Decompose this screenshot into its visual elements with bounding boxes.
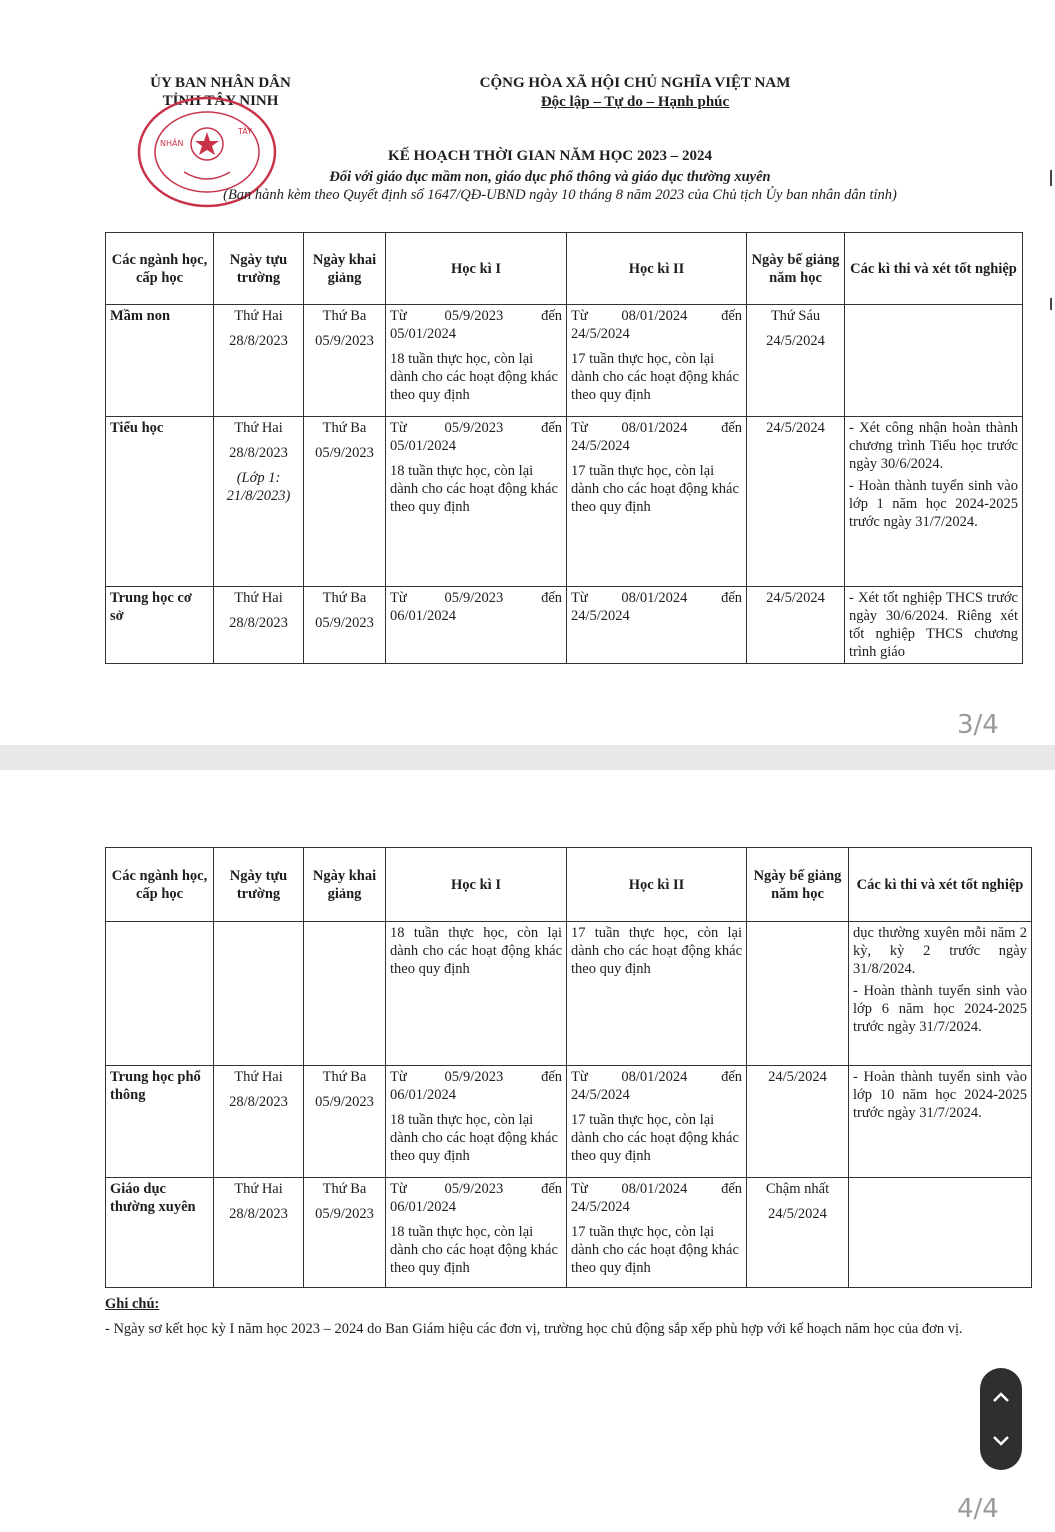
col-start: Ngày tựu trường: [214, 848, 304, 922]
sem1-cell: Từ 05/9/2023 đến 06/01/2024 18 tuần thực học, còn lại dành cho các hoạt động khác theo quy định: [386, 1066, 567, 1178]
page-indicator-3: 3/4: [957, 710, 999, 740]
motto: Độc lập – Tự do – Hạnh phúc: [540, 94, 730, 110]
sem1-cell: Từ 05/9/2023 đến 06/01/2024: [386, 587, 567, 664]
svg-text:NHÂN: NHÂN: [160, 139, 184, 148]
table-row: Tiểu học Thứ Hai 28/8/2023 (Lớp 1: 21/8/2023) Thứ Ba 05/9/2023 Từ 05/9/2023 đến 05/01/2024 18 tuần thực học, còn lại dành cho các hoạt động khác theo quy định Từ 08/01/2024 đến 24/5/2024 17 tuần thực học, còn lại dành cho các hoạt động khác theo quy định 24/5/2024 - Xét công nhận hoàn thành chương trình Tiểu học trước ngày 30/6/2024. - Hoàn thành tuyển sinh vào lớp 1 năm học 2024-2025 trước ngày 31/7/2024.: [106, 417, 1023, 587]
level-cell: Giáo dục thường xuyên: [106, 1178, 214, 1288]
edge-mark: [1050, 298, 1052, 310]
sem1-cell: Từ 05/9/2023 đến 05/01/2024 18 tuần thực học, còn lại dành cho các hoạt động khác theo quy định: [386, 417, 567, 587]
col-level: Các ngành học, cấp học: [106, 848, 214, 922]
page-indicator-4: 4/4: [957, 1494, 999, 1524]
sem2-cell: Từ 08/01/2024 đến 24/5/2024 17 tuần thực học, còn lại dành cho các hoạt động khác theo quy định: [567, 1178, 747, 1288]
table-row: [106, 922, 1032, 1066]
document-subtitle: Đối với giáo dục mầm non, giáo dục phổ thông và giáo dục thường xuyên: [329, 169, 771, 185]
exams-cell: dục thường xuyên mỗi năm 2 kỳ, kỳ 2 trước ngày 31/8/2024. - Hoàn thành tuyển sinh vào lớp 6 năm học 2024-2025 trước ngày 31/7/2024.: [849, 922, 1032, 1066]
document-page-3: [0, 0, 1055, 745]
exams-cell: - Xét công nhận hoàn thành chương trình Tiểu học trước ngày 30/6/2024. - Hoàn thành tuyển sinh vào lớp 1 năm học 2024-2025 trước ngày 31/7/2024.: [845, 417, 1023, 587]
issuer-line1: ỦY BAN NHÂN DÂN: [150, 75, 291, 91]
table-row: Trung học cơ sở Thứ Hai 28/8/2023 Thứ Ba 05/9/2023 Từ 05/9/2023 đến 06/01/2024 Từ 08/01/2024 đến 24/5/2024 24/5/2024 - Xét tốt nghiệp THCS trước ngày 30/6/2024. Riêng xét tốt nghiệp THCS chương trình giáo: [106, 587, 1023, 664]
page-separator: [0, 745, 1055, 770]
col-end: Ngày bế giảng năm học: [747, 233, 845, 305]
table-header-row: [106, 848, 1032, 922]
sem1-cell: Từ 05/9/2023 đến 06/01/2024 18 tuần thực học, còn lại dành cho các hoạt động khác theo quy định: [386, 1178, 567, 1288]
sem1-cell: 18 tuần thực học, còn lại dành cho các hoạt động khác theo quy định: [386, 922, 567, 1066]
issuer-line2: TỈNH TÂY NINH: [162, 93, 279, 109]
sem1-cell: Từ 05/9/2023 đến 05/01/2024 18 tuần thực học, còn lại dành cho các hoạt động khác theo quy định: [386, 305, 567, 417]
col-exams: Các kì thi và xét tốt nghiệp: [849, 848, 1032, 922]
sem2-cell: 17 tuần thực học, còn lại dành cho các hoạt động khác theo quy định: [567, 922, 747, 1066]
chevron-down-icon: [991, 1434, 1011, 1448]
schedule-table-part2: [105, 847, 1032, 1288]
col-sem2: Học kì II: [567, 848, 747, 922]
notes-title: Ghi chú:: [105, 1296, 160, 1312]
sem2-cell: Từ 08/01/2024 đến 24/5/2024: [567, 587, 747, 664]
sem2-cell: Từ 08/01/2024 đến 24/5/2024 17 tuần thực học, còn lại dành cho các hoạt động khác theo quy định: [567, 1066, 747, 1178]
next-page-button[interactable]: [980, 1418, 1022, 1464]
schedule-table-part1: [105, 232, 1023, 664]
document-issued-by: (Ban hành kèm theo Quyết định số 1647/QĐ-UBND ngày 10 tháng 8 năm 2023 của Chủ tịch Ủy ban nhân dân tỉnh): [223, 187, 897, 203]
col-sem1: Học kì I: [386, 233, 567, 305]
col-sem2: Học kì II: [567, 233, 747, 305]
notes-text: - Ngày sơ kết học kỳ I năm học 2023 – 2024 do Ban Giám hiệu các đơn vị, trường học chủ động sắp xếp phù hợp với kế hoạch năm học của đơn vị.: [105, 1321, 963, 1337]
level-cell: Mầm non: [106, 305, 214, 417]
col-sem1: Học kì I: [386, 848, 567, 922]
exams-cell: - Hoàn thành tuyển sinh vào lớp 10 năm học 2024-2025 trước ngày 31/7/2024.: [849, 1066, 1032, 1178]
table-row: Giáo dục thường xuyên Thứ Hai 28/8/2023 Thứ Ba 05/9/2023 Từ 05/9/2023 đến 06/01/2024 18 tuần thực học, còn lại dành cho các hoạt động khác theo quy định Từ 08/01/2024 đến 24/5/2024 17 tuần thực học, còn lại dành cho các hoạt động khác theo quy định Chậm nhất 24/5/2024: [106, 1178, 1032, 1288]
nation-name: CỘNG HÒA XÃ HỘI CHỦ NGHĨA VIỆT NAM: [479, 75, 791, 91]
svg-text:TÂY: TÂY: [238, 127, 253, 136]
col-exams: Các kì thi và xét tốt nghiệp: [845, 233, 1023, 305]
sem2-cell: Từ 08/01/2024 đến 24/5/2024 17 tuần thực học, còn lại dành cho các hoạt động khác theo quy định: [567, 305, 747, 417]
level-cell: Trung học cơ sở: [106, 587, 214, 664]
col-level: Các ngành học, cấp học: [106, 233, 214, 305]
table-row: Mầm non Thứ Hai 28/8/2023 Thứ Ba 05/9/2023 Từ 05/9/2023 đến 05/01/2024 18 tuần thực học, còn lại dành cho các hoạt động khác theo quy định Từ 08/01/2024 đến 24/5/2024 17 tuần thực học, còn lại dành cho các hoạt động khác theo quy định Thứ Sáu 24/5/2024: [106, 305, 1023, 417]
document-title: KẾ HOẠCH THỜI GIAN NĂM HỌC 2023 – 2024: [388, 148, 712, 164]
table-row: Trung học phổ thông Thứ Hai 28/8/2023 Thứ Ba 05/9/2023 Từ 05/9/2023 đến 06/01/2024 18 tuần thực học, còn lại dành cho các hoạt động khác theo quy định Từ 08/01/2024 đến 24/5/2024 17 tuần thực học, còn lại dành cho các hoạt động khác theo quy định 24/5/2024 - Hoàn thành tuyển sinh vào lớp 10 năm học 2024-2025 trước ngày 31/7/2024.: [106, 1066, 1032, 1178]
national-motto-block: [445, 74, 825, 112]
sem2-cell: Từ 08/01/2024 đến 24/5/2024 17 tuần thực học, còn lại dành cho các hoạt động khác theo quy định: [567, 417, 747, 587]
col-open: Ngày khai giảng: [304, 848, 386, 922]
level-cell: Trung học phổ thông: [106, 1066, 214, 1178]
chevron-up-icon: [991, 1390, 1011, 1404]
edge-mark: [1050, 170, 1052, 186]
table-header-row: [106, 233, 1023, 305]
col-end: Ngày bế giảng năm học: [747, 848, 849, 922]
page-nav-control: [980, 1368, 1022, 1470]
level-cell: Tiểu học: [106, 417, 214, 587]
col-start: Ngày tựu trường: [214, 233, 304, 305]
prev-page-button[interactable]: [980, 1374, 1022, 1420]
exams-cell: - Xét tốt nghiệp THCS trước ngày 30/6/2024. Riêng xét tốt nghiệp THCS chương trình giáo: [845, 587, 1023, 664]
col-open: Ngày khai giảng: [304, 233, 386, 305]
